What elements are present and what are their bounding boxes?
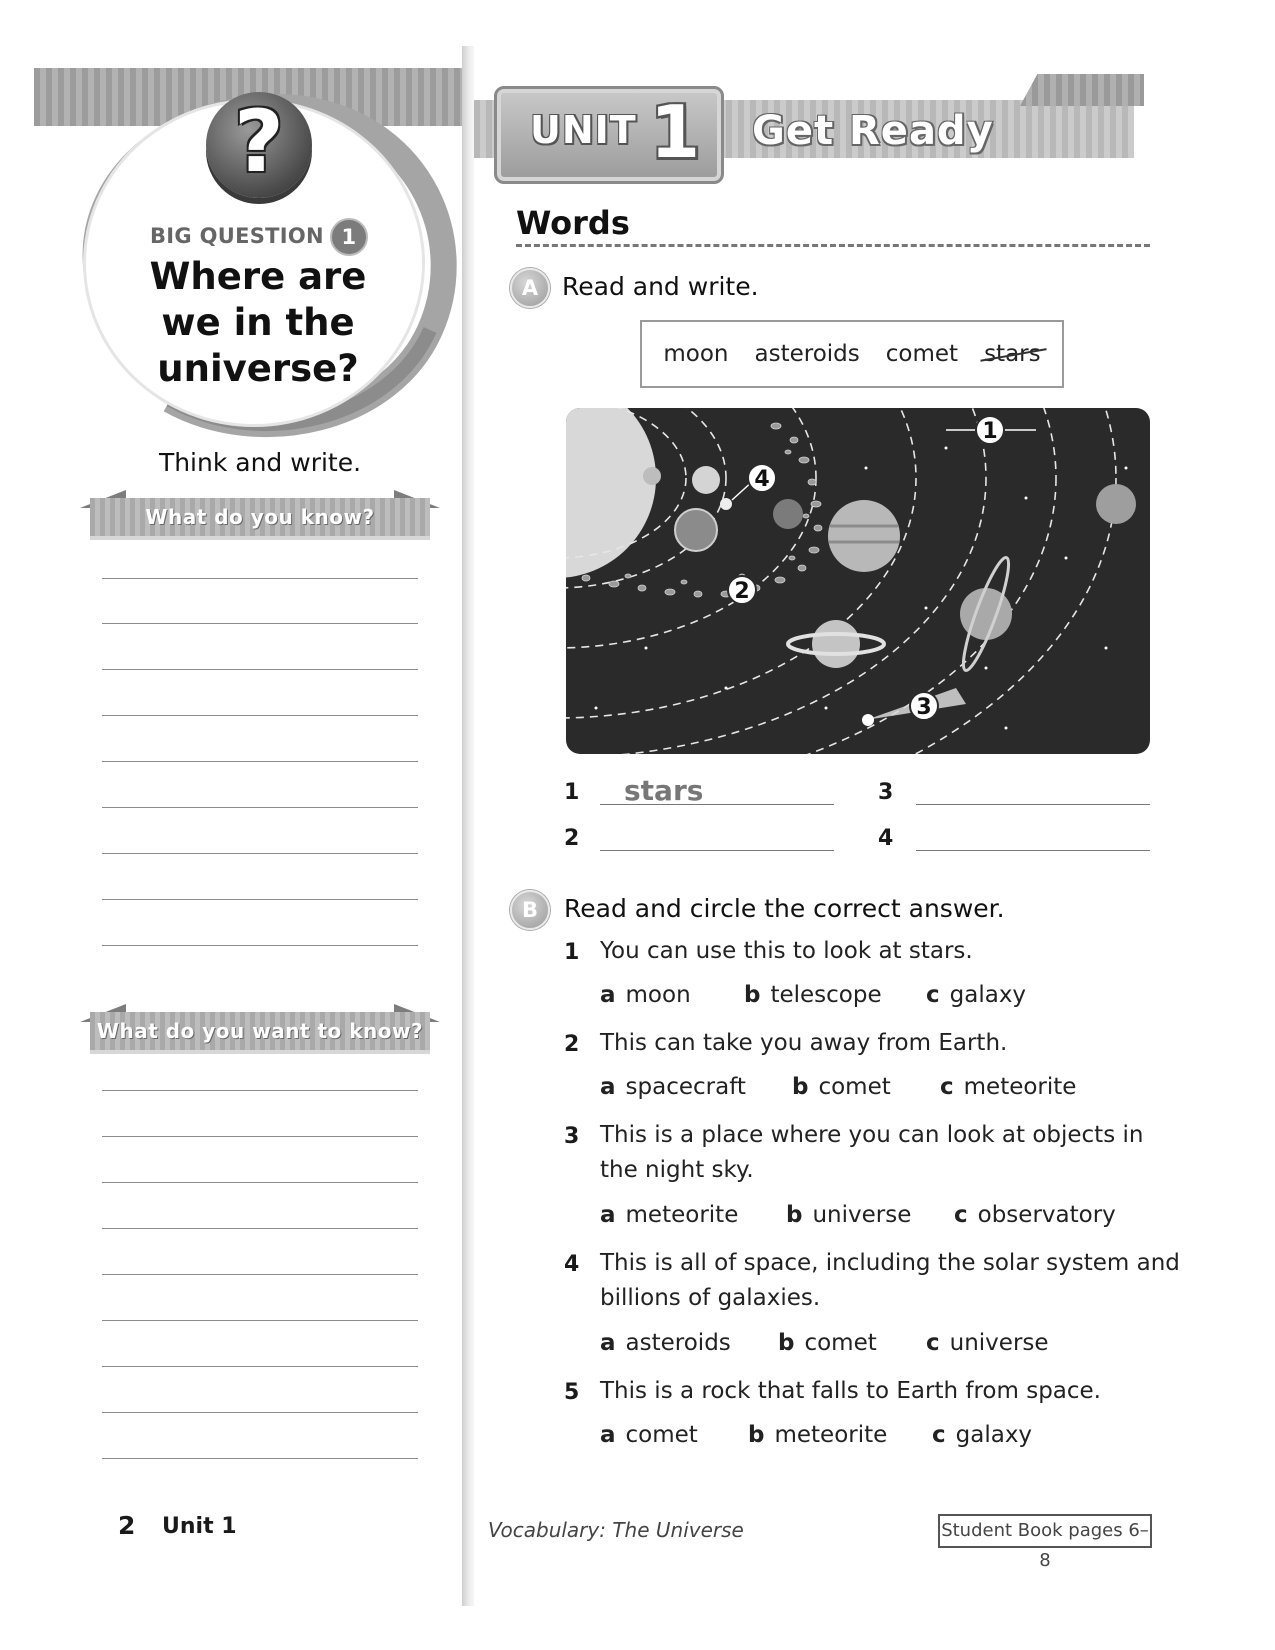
question-line: This is a place where you can look at objects in bbox=[600, 1122, 1144, 1148]
option-text: galaxy bbox=[949, 982, 1027, 1008]
big-question-line: Where are bbox=[149, 255, 367, 298]
big-question-line: universe? bbox=[157, 347, 359, 390]
question-mark-icon: ? bbox=[206, 92, 312, 198]
option-text: spacecraft bbox=[625, 1074, 746, 1100]
know-write-line[interactable] bbox=[102, 623, 418, 624]
option-letter: b bbox=[744, 982, 761, 1008]
option-text: meteorite bbox=[774, 1422, 888, 1448]
know-write-line[interactable] bbox=[102, 899, 418, 900]
unit-footer-label: Unit 1 bbox=[162, 1514, 237, 1539]
option-letter: b bbox=[792, 1074, 809, 1100]
know-write-line[interactable] bbox=[102, 853, 418, 854]
footer-vocabulary: Vocabulary: The Universe bbox=[488, 1518, 744, 1542]
option-letter: a bbox=[600, 1330, 616, 1356]
question-text bbox=[600, 1118, 1143, 1188]
question-text bbox=[600, 1246, 1180, 1316]
banner-what-do-you-know-text: What do you know? bbox=[90, 498, 430, 536]
question-line: the night sky. bbox=[600, 1157, 754, 1183]
answer-2-line[interactable] bbox=[600, 850, 834, 851]
option-text: galaxy bbox=[955, 1422, 1033, 1448]
option-text: moon bbox=[625, 982, 691, 1008]
option-a[interactable] bbox=[600, 1422, 698, 1448]
want-write-line[interactable] bbox=[102, 1182, 418, 1183]
option-letter: b bbox=[778, 1330, 795, 1356]
footer-student-book-pages: Student Book pages 6–8 bbox=[938, 1514, 1152, 1548]
think-and-write: Think and write. bbox=[158, 448, 362, 477]
option-b[interactable] bbox=[786, 1202, 911, 1228]
know-write-line[interactable] bbox=[102, 578, 418, 579]
banner-what-do-you-want-to-know-text: What do you want to know? bbox=[90, 1012, 430, 1050]
illustration-label: 1 bbox=[982, 419, 998, 444]
option-text: comet bbox=[804, 1330, 877, 1356]
words-dashed-rule bbox=[516, 244, 1150, 247]
want-write-line[interactable] bbox=[102, 1274, 418, 1275]
illustration-label: 4 bbox=[754, 467, 770, 492]
jupiter-shape bbox=[828, 500, 900, 572]
answer-3-line[interactable] bbox=[916, 804, 1150, 805]
comet-shape bbox=[862, 714, 874, 726]
saturn-shape bbox=[812, 620, 860, 668]
moon-shape bbox=[720, 498, 732, 510]
want-write-line[interactable] bbox=[102, 1458, 418, 1459]
big-question-number: 1 bbox=[330, 218, 368, 256]
option-text: universe bbox=[812, 1202, 912, 1228]
know-write-line[interactable] bbox=[102, 669, 418, 670]
know-write-line[interactable] bbox=[102, 715, 418, 716]
answer-number: 2 bbox=[564, 826, 580, 851]
want-write-line[interactable] bbox=[102, 1136, 418, 1137]
question-number: 4 bbox=[564, 1252, 580, 1277]
answer-1-value: stars bbox=[624, 774, 704, 807]
option-letter: a bbox=[600, 982, 616, 1008]
want-write-line[interactable] bbox=[102, 1228, 418, 1229]
big-question-title bbox=[120, 254, 396, 392]
option-letter: c bbox=[940, 1074, 954, 1100]
question-line: This is all of space, including the solar system and bbox=[600, 1250, 1180, 1276]
question-number: 5 bbox=[564, 1380, 580, 1405]
answer-number: 1 bbox=[564, 780, 580, 805]
answer-number: 3 bbox=[878, 780, 894, 805]
option-letter: a bbox=[600, 1074, 616, 1100]
question-text bbox=[600, 934, 973, 969]
option-text: asteroids bbox=[625, 1330, 731, 1356]
unit-number: 1 bbox=[650, 90, 701, 174]
option-text: observatory bbox=[977, 1202, 1116, 1228]
question-line: This is a rock that falls to Earth from space. bbox=[600, 1378, 1101, 1404]
option-c[interactable] bbox=[926, 982, 1026, 1008]
option-a[interactable] bbox=[600, 1330, 731, 1356]
option-b[interactable] bbox=[744, 982, 882, 1008]
option-c[interactable] bbox=[954, 1202, 1116, 1228]
uranus-shape bbox=[960, 588, 1012, 640]
word-bank-item: comet bbox=[885, 341, 959, 367]
unit-word: UNIT bbox=[530, 108, 637, 152]
want-write-line[interactable] bbox=[102, 1090, 418, 1091]
words-heading: Words bbox=[516, 204, 630, 242]
answer-4-line[interactable] bbox=[916, 850, 1150, 851]
option-letter: c bbox=[926, 982, 940, 1008]
solar-system-illustration bbox=[566, 408, 1150, 754]
option-letter: c bbox=[932, 1422, 946, 1448]
neptune-shape bbox=[1096, 484, 1136, 524]
question-line: You can use this to look at stars. bbox=[600, 938, 973, 964]
option-b[interactable] bbox=[792, 1074, 891, 1100]
know-write-line[interactable] bbox=[102, 945, 418, 946]
banner-what-do-you-want-to-know bbox=[80, 1004, 440, 1052]
word-bank-item-crossed: stars bbox=[984, 341, 1041, 367]
option-text: telescope bbox=[770, 982, 882, 1008]
banner-what-do-you-know bbox=[80, 490, 440, 538]
big-question-label bbox=[150, 218, 380, 256]
want-write-line[interactable] bbox=[102, 1320, 418, 1321]
illustration-label: 2 bbox=[734, 579, 750, 604]
illustration-label: 3 bbox=[916, 695, 932, 720]
option-letter: a bbox=[600, 1422, 616, 1448]
option-a[interactable] bbox=[600, 982, 691, 1008]
page-number: 2 bbox=[118, 1511, 136, 1540]
big-question-line: we in the bbox=[161, 301, 355, 344]
question-line: billions of galaxies. bbox=[600, 1285, 821, 1311]
option-letter: b bbox=[748, 1422, 765, 1448]
word-bank-item: asteroids bbox=[754, 341, 860, 367]
option-letter: a bbox=[600, 1202, 616, 1228]
question-text bbox=[600, 1374, 1101, 1409]
know-write-line[interactable] bbox=[102, 761, 418, 762]
section-a-badge: A bbox=[510, 268, 550, 308]
option-text: universe bbox=[949, 1330, 1049, 1356]
question-text bbox=[600, 1026, 1007, 1061]
option-text: comet bbox=[818, 1074, 891, 1100]
want-write-line[interactable] bbox=[102, 1366, 418, 1367]
get-ready-title: Get Ready bbox=[752, 108, 994, 154]
option-c[interactable] bbox=[932, 1422, 1032, 1448]
earth-shape bbox=[675, 509, 717, 551]
option-text: comet bbox=[625, 1422, 698, 1448]
question-line: This can take you away from Earth. bbox=[600, 1030, 1008, 1056]
header-ribbon bbox=[1020, 74, 1144, 106]
option-letter: c bbox=[926, 1330, 940, 1356]
section-a-title: Read and write. bbox=[562, 272, 759, 301]
answer-1-line[interactable] bbox=[600, 804, 834, 805]
venus-shape bbox=[692, 466, 720, 494]
section-b-title: Read and circle the correct answer. bbox=[564, 894, 1005, 923]
question-number: 1 bbox=[564, 940, 580, 965]
option-a[interactable] bbox=[600, 1074, 746, 1100]
option-b[interactable] bbox=[778, 1330, 877, 1356]
option-letter: c bbox=[954, 1202, 968, 1228]
know-write-line[interactable] bbox=[102, 807, 418, 808]
question-number: 2 bbox=[564, 1032, 580, 1057]
option-text: meteorite bbox=[625, 1202, 739, 1228]
want-write-line[interactable] bbox=[102, 1412, 418, 1413]
section-b-badge: B bbox=[510, 890, 550, 930]
answer-number: 4 bbox=[878, 826, 894, 851]
mars-shape bbox=[773, 499, 803, 529]
question-number: 3 bbox=[564, 1124, 580, 1149]
option-a[interactable] bbox=[600, 1202, 738, 1228]
page-divider bbox=[462, 46, 474, 1606]
word-bank bbox=[640, 320, 1064, 388]
big-question-label-text: BIG QUESTION bbox=[150, 224, 324, 248]
option-b[interactable] bbox=[748, 1422, 887, 1448]
option-c[interactable] bbox=[926, 1330, 1049, 1356]
option-letter: b bbox=[786, 1202, 803, 1228]
mercury-shape bbox=[643, 467, 661, 485]
word-bank-item: moon bbox=[663, 341, 729, 367]
option-text: meteorite bbox=[963, 1074, 1077, 1100]
option-c[interactable] bbox=[940, 1074, 1076, 1100]
